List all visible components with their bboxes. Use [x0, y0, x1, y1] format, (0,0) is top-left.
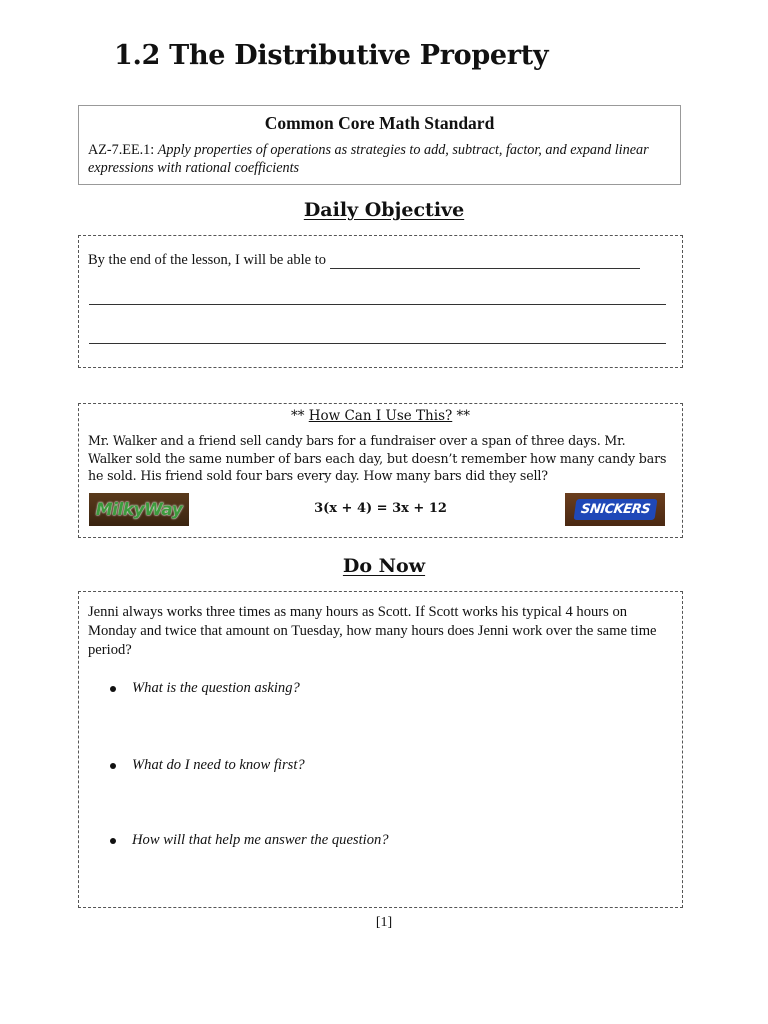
objective-line — [88, 252, 640, 269]
page-number: [1] — [375, 915, 393, 930]
objective-blank[interactable] — [330, 254, 640, 269]
objective-heading: Daily Objective — [303, 199, 465, 221]
question-item — [110, 680, 300, 697]
standard-text — [88, 141, 672, 177]
question-text: How will that help me answer the question? — [132, 832, 389, 848]
milky-way-logo — [89, 493, 189, 526]
bullet-icon — [110, 838, 116, 844]
do-now-box — [78, 591, 683, 908]
do-now-problem: Jenni always works three times as many hours as Scott. If Scott works his typical 4 hours on Monday and twice that amount on Tuesday, how many hours does Jenni work over the same time period? — [88, 604, 657, 658]
bullet-icon — [110, 686, 116, 692]
objective-box — [78, 235, 683, 368]
use-heading-suffix: ** — [456, 408, 471, 424]
question-text: What do I need to know first? — [132, 757, 305, 773]
use-box — [78, 403, 683, 538]
use-heading — [79, 408, 682, 424]
use-heading-text: How Can I Use This? — [308, 408, 453, 424]
snickers-label: SNICKERS — [573, 499, 657, 520]
snickers-logo — [565, 493, 665, 526]
standard-code: AZ-7.EE.1: — [88, 142, 155, 158]
use-scenario-text: Mr. Walker and a friend sell candy bars for a fundraiser over a span of three days. Mr. Walker sold the same number of bars each day, but doesn’t remember how many candy bars he sold. His friend sold four bars every day. How many bars did they sell? — [88, 433, 667, 483]
use-heading-prefix: ** — [290, 408, 305, 424]
equation: 3(x + 4) = 3x + 12 — [314, 501, 447, 516]
objective-blank-line[interactable] — [89, 304, 666, 305]
objective-blank-line[interactable] — [89, 343, 666, 344]
standard-heading: Common Core Math Standard — [264, 113, 495, 133]
objective-prompt: By the end of the lesson, I will be able to — [88, 252, 326, 268]
do-now-heading: Do Now — [342, 555, 426, 577]
standard-box — [78, 105, 681, 185]
standard-description: Apply properties of operations as strategies to add, subtract, factor, and expand linear expressions with rational coefficients — [88, 142, 649, 176]
milky-way-label: MilkyWay — [95, 499, 183, 520]
bullet-icon — [110, 763, 116, 769]
page-title: 1.2 The Distributive Property — [114, 40, 549, 71]
question-item — [110, 757, 305, 774]
question-item — [110, 832, 389, 849]
question-text: What is the question asking? — [132, 680, 300, 696]
